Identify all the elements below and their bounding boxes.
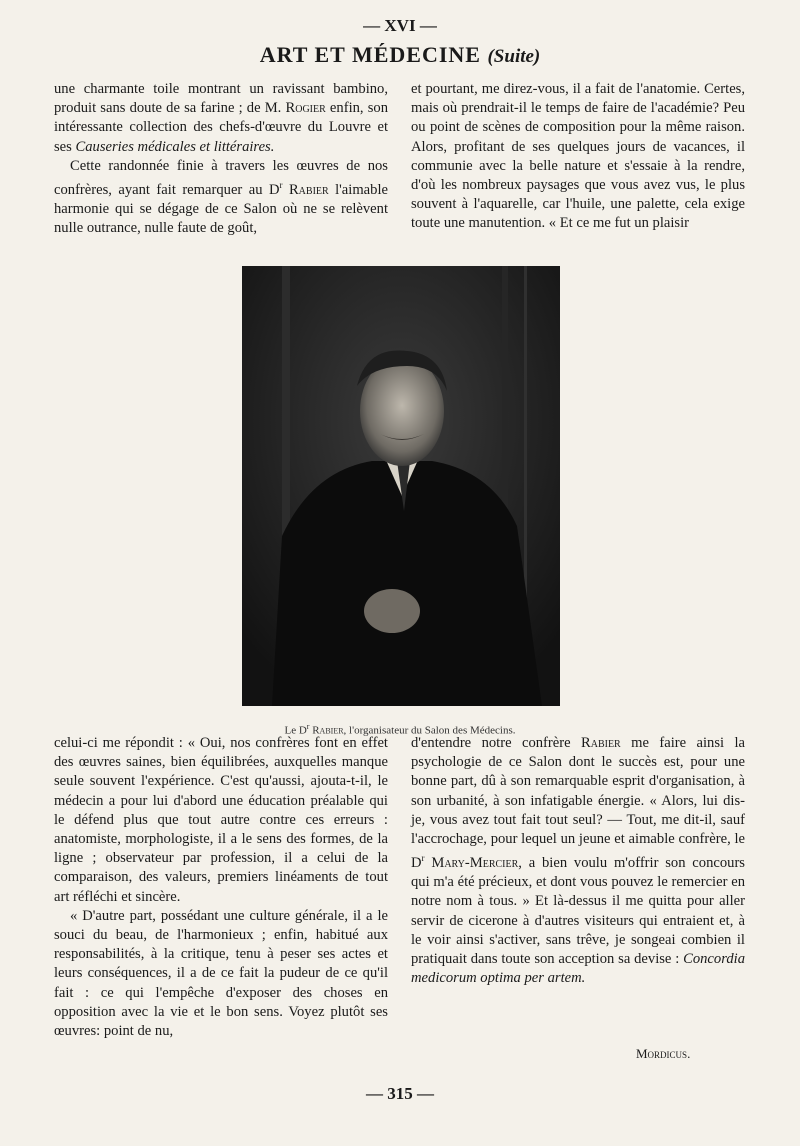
title-text: ART ET MÉDECINE [259,42,481,67]
portrait-illustration [242,266,560,706]
paragraph: une charmante toile montrant un ravissant bambino, produit sans doute de sa farine ; de M. Rogier enfin, son intéressante collection des chefs-d'œuvre du Louvre et ses Causeries médicales et littéraires. [54,81,388,155]
photo-caption: Le $D^r$ Rabier, l'organisateur du Salon des Médecins. [284,722,516,737]
left-column-bottom [54,734,388,1041]
roman-page-number: — XVI — [363,16,437,35]
paragraph: d'entendre notre confrère Rabier me faire ainsi la psychologie de ce Salon dont le succès est, pour une bonne part, dû à son remarquable esprit d'organisation, à son urbanité, à son infatigable énergie. « Alors, lui dis-je, vous avez tout fait tout seul? — Tout, me dit-il, sauf l'accrochage, pour lequel un jeune et aimable confrère, le $D^r$ Mary-Mercier, a bien voulu m'offrir son concours qui m'a été précieux, et dont vous pouvez le remercier en notre nom à tous. » Et là-dessus il me quitta pour aller servir de cicerone à d'autres visiteurs qui entraient et, à le voir ainsi s'activer, sans trêve, je songeai combien il pratiquait dans toute son acception sa devise : Concordia medicorum optima per artem. [411,735,746,987]
left-column-top [54,80,388,238]
paragraph: et pourtant, me direz-vous, il a fait de l'anatomie. Certes, mais où prendrait-il le temps de faire de l'académie? Peu ou point de scènes de composition pour la même raison. Alors, profitant de ses quelques jours de vacances, il communie avec la belle nature et s'essaie à la rendre, d'où les nombreux paysages que vous avez vus, le plus souvent à l'aquarelle, car l'huile, une palette, cela exige toute une manutention. « Et ce me fut un plaisir [411,81,745,232]
page-number: — 315 — [366,1084,434,1103]
paragraph: Cette randonnée finie à travers les œuvres de nos confrères, ayant fait remarquer au $D^r$ Rabier l'aimable harmonie qui se dégage de ce Salon où ne se relèvent nulle outrance, nulle faute de goût, [54,157,388,237]
right-column-top [411,80,745,234]
article-title [0,42,800,68]
title-suffix: (Suite) [487,46,541,67]
author-signature: Mordicus. [636,1046,691,1061]
right-column-bottom [411,734,745,989]
paragraph: celui-ci me répondit : « Oui, nos confrères font en effet des œuvres saines, bien équilibrées, auxquelles manque seule souvent l'expérience. C'est qu'aussi, ajouta-t-il, le médecin a pour lui d'abord une éducation préalable qui le défend plus que tout autre contre ces erreurs : anatomiste, morphologiste, il a le sens des formes, de la ligne ; observateur par profession, il a celui de la comparaison, des valeurs, premiers linéaments de tout art réfléchi et sincère. [54,735,388,905]
portrait-photo [242,266,560,706]
paragraph: « D'autre part, possédant une culture générale, il a le souci du beau, de l'harmonieux ; enfin, habitué aux responsabilités, à la critique, tenu à peser ses actes et leurs conséquences, il a de ce fait la pudeur de ce qu'il fait : ce qui l'empêche d'exposer des choses en opposition avec la vie et le bon sens. Voyez plutôt ses œuvres: point de nu, [54,907,388,1040]
